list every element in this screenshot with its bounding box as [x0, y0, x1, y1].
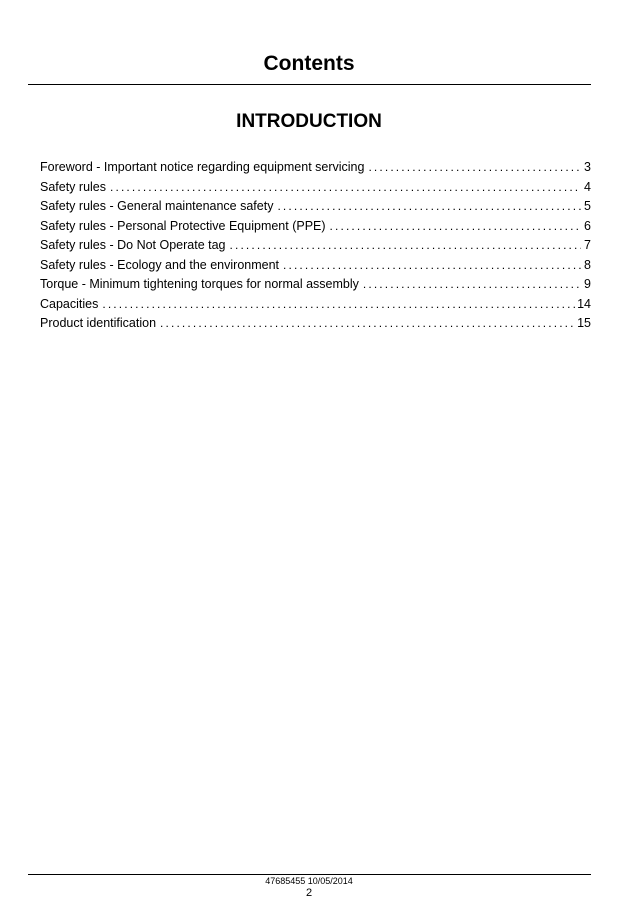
footer-page-number: 2 [305, 887, 313, 899]
toc-entry[interactable] [40, 236, 591, 256]
toc-entry[interactable] [40, 314, 591, 334]
toc-dot-leader [102, 295, 575, 315]
toc-dot-leader [277, 197, 581, 217]
toc-dot-leader [368, 158, 581, 178]
toc-entry-label: Safety rules - Personal Protective Equipment (PPE) [40, 218, 326, 233]
footer-divider [28, 874, 591, 875]
toc-entry[interactable] [40, 295, 591, 315]
toc-entry-page: 8 [584, 257, 591, 272]
toc-dot-leader [330, 217, 581, 237]
toc-entry-page: 7 [584, 238, 591, 252]
page-title: Contents [263, 52, 355, 75]
toc-entry-label: Safety rules [40, 179, 107, 194]
toc-dot-leader [230, 236, 581, 256]
toc-dot-leader [110, 178, 581, 198]
title-divider [28, 84, 591, 85]
toc-entry-label: Product identification [40, 316, 157, 330]
toc-dot-leader [160, 314, 575, 334]
toc-entry-page: 4 [584, 179, 591, 194]
toc-entry[interactable] [40, 197, 591, 217]
section-title: INTRODUCTION [236, 111, 382, 132]
toc-entry-label: Safety rules - General maintenance safety [40, 199, 274, 213]
toc-entry[interactable] [40, 256, 591, 276]
toc-entry-page: 15 [577, 316, 591, 330]
footer-document-info: 47685455 10/05/2014 [265, 876, 353, 886]
toc-entry-label: Safety rules - Ecology and the environment [40, 257, 280, 272]
toc-entry[interactable] [40, 178, 591, 198]
toc-entry-page: 14 [577, 296, 591, 311]
toc-entry-page: 9 [584, 277, 591, 291]
toc-entry-label: Foreword - Important notice regarding equipment servicing [40, 160, 365, 174]
toc-entry[interactable] [40, 217, 591, 237]
toc-entry[interactable] [40, 158, 591, 178]
toc-entry-page: 6 [584, 218, 591, 233]
table-of-contents [40, 158, 591, 334]
toc-dot-leader [363, 275, 581, 295]
toc-entry-label: Capacities [40, 296, 99, 311]
toc-entry-page: 3 [584, 160, 591, 174]
toc-entry-label: Torque - Minimum tightening torques for normal assembly [40, 277, 359, 291]
toc-entry-page: 5 [584, 199, 591, 213]
toc-dot-leader [283, 256, 581, 276]
toc-entry-label: Safety rules - Do Not Operate tag [40, 238, 226, 252]
toc-entry[interactable] [40, 275, 591, 295]
